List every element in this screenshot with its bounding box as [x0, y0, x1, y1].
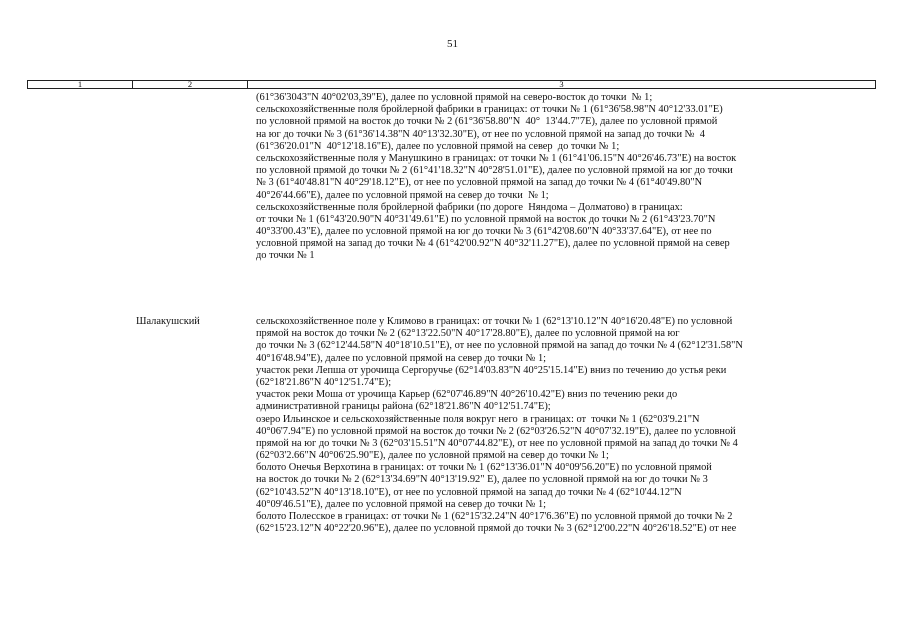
column-header-1: 1 — [28, 81, 133, 88]
text-line: прямой на восток до точки № 2 (62°13'22.50"N 40°17'28.80"Е), далее по условной прямой на юг — [256, 328, 680, 340]
text-line: участок реки Лепша от урочища Сергоручье (62°14'03.83"N 40°25'15.14"Е) вниз по течению до устья реки — [256, 364, 727, 376]
text-line: сельскохозяйственные поля у Манушкино в границах: от точки № 1 (61°41'06.15"N 40°26'46.73"Е) на восток — [256, 152, 737, 164]
text-line: озеро Ильинское и сельскохозяйственные поля вокруг него в границах: от точки № 1 (62°03'9.21"N — [256, 413, 700, 425]
territory-description-block-1 — [256, 92, 856, 263]
text-line: на восток до точки № 2 (62°13'34.69"N 40°13'19.92" Е), далее по условной прямой на юг до точки № 3 — [256, 474, 708, 486]
text-line: сельскохозяйственные поля бройлерной фабрики (по дороге Няндома – Долматово) в границах: — [256, 201, 683, 213]
text-line: до точки № 3 (62°12'44.58"N 40°18'10.51"Е), от нее по условной прямой на запад до точки № 4 (62°12'31.58"N — [256, 340, 743, 352]
text-line: 40°09'46.51"Е), далее по условной прямой на север до точки № 1; — [256, 498, 547, 510]
text-line: сельскохозяйственное поле у Климово в границах: от точки № 1 (62°13'10.12"N 40°16'20.48"Е) по условной — [256, 316, 733, 327]
district-name: Шалакушский — [136, 316, 200, 327]
text-line: № 3 (61°40'48.81"N 40°29'18.12"Е), от нее по условной прямой на запад до точки № 4 (61°40'49.80"N — [256, 177, 703, 189]
text-line: (62°18'21.86"N 40°12'51.74"Е); — [256, 376, 392, 388]
text-line: на юг до точки № 3 (61°36'14.38"N 40°13'32.30"Е), от нее по условной прямой на запад до точки № 4 — [256, 128, 705, 140]
text-line: 40°16'48.94"Е), далее по условной прямой на север до точки № 1; — [256, 352, 547, 364]
text-line: от точки № 1 (61°43'20.90"N 40°31'49.61"Е) по условной прямой на восток до точки № 2 (61°43'23.70"N — [256, 213, 716, 225]
text-line: до точки № 1 — [256, 250, 315, 262]
text-line: болото Онечья Верхотина в границах: от точки № 1 (62°13'36.01"N 40°09'56.20"Е) по условной прямой — [256, 462, 712, 474]
text-line: по условной прямой на восток до точки № 2 (61°36'58.80"N 40° 13'44.7"7Е), далее по условной прямой — [256, 116, 718, 128]
text-line: по условной прямой до точки № 2 (61°41'18.32"N 40°28'51.01"Е), далее по условной прямой на юг до точки — [256, 165, 733, 177]
text-line: (61°36'20.01"N 40°12'18.16"Е), далее по условной прямой на север до точки № 1; — [256, 140, 620, 152]
page-number: 51 — [447, 38, 458, 50]
text-line: 40°06'7.94"Е) по условной прямой на восток до точки № 2 (62°03'26.52"N 40°07'32.19"Е), далее по условной — [256, 425, 736, 437]
text-line: (61°36'3043"N 40°02'03,39"Е), далее по условной прямой на северо-восток до точки № 1; — [256, 92, 653, 103]
text-line: болото Полесское в границах: от точки № 1 (62°15'32.24"N 40°17'6.36"Е) по условной прямой до точки № 2 — [256, 511, 733, 522]
text-line: прямой на юг до точки № 3 (62°03'15.51"N 40°07'44.82"Е), от нее по условной прямой на запад до точки № 4 — [256, 437, 738, 449]
text-line: 40°33'00.43"Е), далее по условной прямой на юг до точки № 3 (61°42'08.60"N 40°33'37.64"Е), от нее по — [256, 226, 712, 238]
text-line: (62°03'2.66"N 40°06'25.90"Е), далее по условной прямой на север до точки № 1; — [256, 450, 609, 462]
table-header-row — [27, 80, 876, 89]
territory-description-block-2 — [256, 316, 856, 535]
text-line: административной границы района (62°18'21.86"N 40°12'51.74"Е); — [256, 401, 551, 413]
text-line: участок реки Моша от урочища Карьер (62°07'46.89"N 40°26'10.42"Е) вниз по течению реки до — [256, 389, 678, 401]
column-header-3: 3 — [559, 79, 564, 89]
text-line: сельскохозяйственные поля бройлерной фабрики в границах: от точки № 1 (61°36'58.98"N 40°12'33.01"Е) — [256, 104, 723, 116]
text-line: (62°15'23.12"N 40°22'20.96"Е), далее по условной прямой до точки № 3 (62°12'00.22"N 40°26'18.52"Е) от нее — [256, 523, 737, 535]
text-line: 40°26'44.66"Е), далее по условной прямой на север до точки № 1; — [256, 189, 549, 201]
text-line: условной прямой на запад до точки № 4 (61°42'00.92"N 40°32'11.27"Е), далее по условной прямой на север — [256, 238, 730, 250]
text-line: (62°10'43.52"N 40°13'18.10"Е), от нее по условной прямой на запад до точки № 4 (62°10'44.12"N — [256, 486, 682, 498]
column-header-2: 2 — [133, 81, 248, 88]
